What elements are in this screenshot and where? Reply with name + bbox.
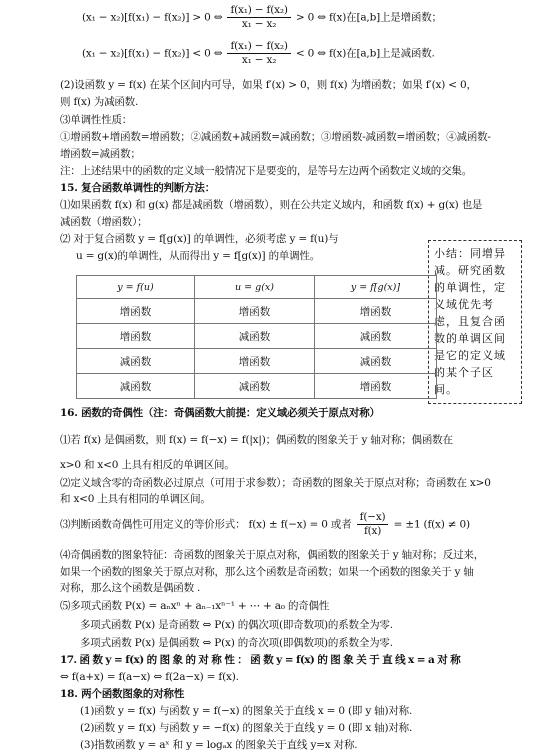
graph-feature-line-3: 对称，那么这个函数是偶函数 .	[60, 582, 201, 594]
odd-function-line-2: 和 x<0 上具有相同的单调区间。	[60, 493, 211, 505]
criterion-fraction	[227, 40, 290, 67]
monotonic-property-line-1: ①增函数+增函数=增函数；②减函数+减函数=减函数；③增函数-减函数=增函数；④减函数-	[60, 131, 491, 143]
table-cell: 增函数	[77, 324, 195, 349]
derivative-rule-line-2: 则 f(x) 为减函数.	[60, 96, 139, 108]
note-line: 注：上述结果中的函数的定义域一般情况下是要变的，是等号左边两个函数定义域的交集。	[60, 165, 472, 177]
polynomial-odd-rule: 多项式函数 P(x) 是奇函数 ⇔ P(x) 的偶次项(即奇数项)的系数全为零.	[80, 619, 393, 631]
polynomial-even-rule: 多项式函数 P(x) 是偶函数 ⇔ P(x) 的奇次项(即偶数项)的系数全为零.	[80, 637, 393, 649]
composite-rule-line-1: ⑴如果函数 f(x) 和 g(x) 都是减函数（增函数），则在公共定义域内，和函数 f(x) + g(x) 也是	[60, 199, 483, 211]
section-17-line-1: 17. 函 数 y = f(x) 的 图 象 的 对 称 性 ： 函 数 y = f(x) 的 图 象 关 于 直 线 x = a 对 称	[60, 654, 461, 666]
section-18-heading: 18. 两个函数图象的对称性	[60, 688, 185, 700]
table-row	[77, 374, 437, 399]
fraction-denominator: f(x)	[363, 525, 382, 537]
table-cell: 增函数	[77, 299, 195, 324]
odd-function-line-1: ⑵定义域含零的奇函数必过原点（可用于求参数）；奇函数的图象关于原点对称；奇函数在 x>0	[60, 477, 491, 489]
symmetry-rule-1: (1)函数 y = f(x) 与函数 y = f(−x) 的图象关于直线 x = 0 (即 y 轴)对称.	[80, 705, 413, 717]
section-16-heading: 16. 函数的奇偶性（注：奇偶函数大前提：定义域必须关于原点对称）	[60, 407, 380, 419]
fraction-denominator: x₁ − x₂	[241, 54, 277, 66]
parity-fraction	[357, 511, 389, 538]
fraction-numerator: f(x₁) − f(x₂)	[227, 4, 290, 18]
symmetry-rule-3: (3)指数函数 y = aˣ 和 y = logₐx 的图象关于直线 y=x 对称.	[80, 739, 358, 751]
criterion-right: > 0 ⇔ f(x)在[a,b]上是增函数；	[295, 11, 442, 24]
table-header-cell: y = f[g(x)]	[315, 276, 437, 299]
even-function-line-1: ⑴若 f(x) 是偶函数，则 f(x) = f(−x) = f(|x|)；偶函数的图象关于 y 轴对称；偶函数在	[60, 434, 453, 446]
table-cell: 增函数	[195, 299, 315, 324]
monotonic-property-line-2: 增函数=减函数；	[60, 148, 141, 160]
table-cell: 减函数	[195, 374, 315, 399]
table-row	[77, 299, 437, 324]
monotonic-property-heading: ⑶单调性性质：	[60, 114, 133, 126]
table-cell: 减函数	[315, 324, 437, 349]
table-cell: 减函数	[77, 349, 195, 374]
derivative-rule-line-1: (2)设函数 y = f(x) 在某个区间内可导，如果 f′(x) > 0，则 f(x) 为增函数；如果 f′(x) < 0，	[60, 79, 477, 91]
fraction-denominator: x₁ − x₂	[241, 18, 277, 30]
monotonic-decreasing-criterion	[82, 40, 435, 67]
graph-feature-line-2: 如果一个函数的图象关于原点对称，那么这个函数是奇函数；如果一个函数的图象关于 y 轴	[60, 566, 474, 578]
table-cell: 增函数	[195, 349, 315, 374]
table-cell: 减函数	[195, 324, 315, 349]
table-row	[77, 324, 437, 349]
polynomial-parity-heading: ⑸多项式函数 P(x) = aₙxⁿ + aₙ₋₁xⁿ⁻¹ + ⋯ + a₀ 的奇偶性	[60, 600, 330, 612]
monotonic-increasing-criterion	[82, 4, 442, 31]
table-row	[77, 349, 437, 374]
table-cell: 增函数	[315, 374, 437, 399]
graph-feature-line-1: ⑷奇偶函数的图象特征：奇函数的图象关于原点对称，偶函数的图象关于 y 轴对称；反过来，	[60, 549, 485, 561]
table-cell: 增函数	[315, 299, 437, 324]
section-17-line-2: ⇔ f(a+x) = f(a−x) ⇔ f(2a−x) = f(x).	[60, 671, 239, 683]
summary-box: 小结：同增异减。研究函数的单调性，定义域优先考虑，且复合函数的单调区间是它的定义域的某个子区间。	[428, 240, 522, 404]
section-15-heading: 15. 复合函数单调性的判断方法：	[60, 182, 216, 194]
table-cell: 减函数	[315, 349, 437, 374]
even-function-line-2: x>0 和 x<0 上具有相反的单调区间。	[60, 459, 235, 471]
composite-rule-line-3: ⑵ 对于复合函数 y = f[g(x)] 的单调性，必须考虑 y = f(u)与	[60, 233, 339, 245]
criterion-fraction	[227, 4, 290, 31]
parity-right: = ±1 (f(x) ≠ 0)	[393, 518, 470, 531]
parity-equivalent-form	[60, 511, 470, 538]
table-header-cell: y = f(u)	[77, 276, 195, 299]
criterion-left: (x₁ − x₂)[f(x₁) − f(x₂)] < 0 ⇔	[82, 47, 223, 60]
criterion-left: (x₁ − x₂)[f(x₁) − f(x₂)] > 0 ⇔	[82, 11, 223, 24]
table-header-row	[77, 276, 437, 299]
parity-left: ⑶判断函数奇偶性可用定义的等价形式： f(x) ± f(−x) = 0 或者	[60, 518, 352, 531]
fraction-numerator: f(x₁) − f(x₂)	[227, 40, 290, 54]
composite-monotonicity-table	[76, 275, 437, 399]
symmetry-rule-2: (2)函数 y = f(x) 与函数 y = −f(x) 的图象关于直线 y = 0 (即 x 轴)对称.	[80, 722, 413, 734]
fraction-numerator: f(−x)	[357, 511, 389, 525]
composite-rule-line-2: 减函数（增函数）；	[60, 216, 148, 228]
composite-rule-line-4: u = g(x)的单调性，从而得出 y = f[g(x)] 的单调性。	[76, 250, 321, 262]
table-header-cell: u = g(x)	[195, 276, 315, 299]
criterion-right: < 0 ⇔ f(x)在[a,b]上是减函数.	[295, 47, 435, 60]
table-cell: 减函数	[77, 374, 195, 399]
